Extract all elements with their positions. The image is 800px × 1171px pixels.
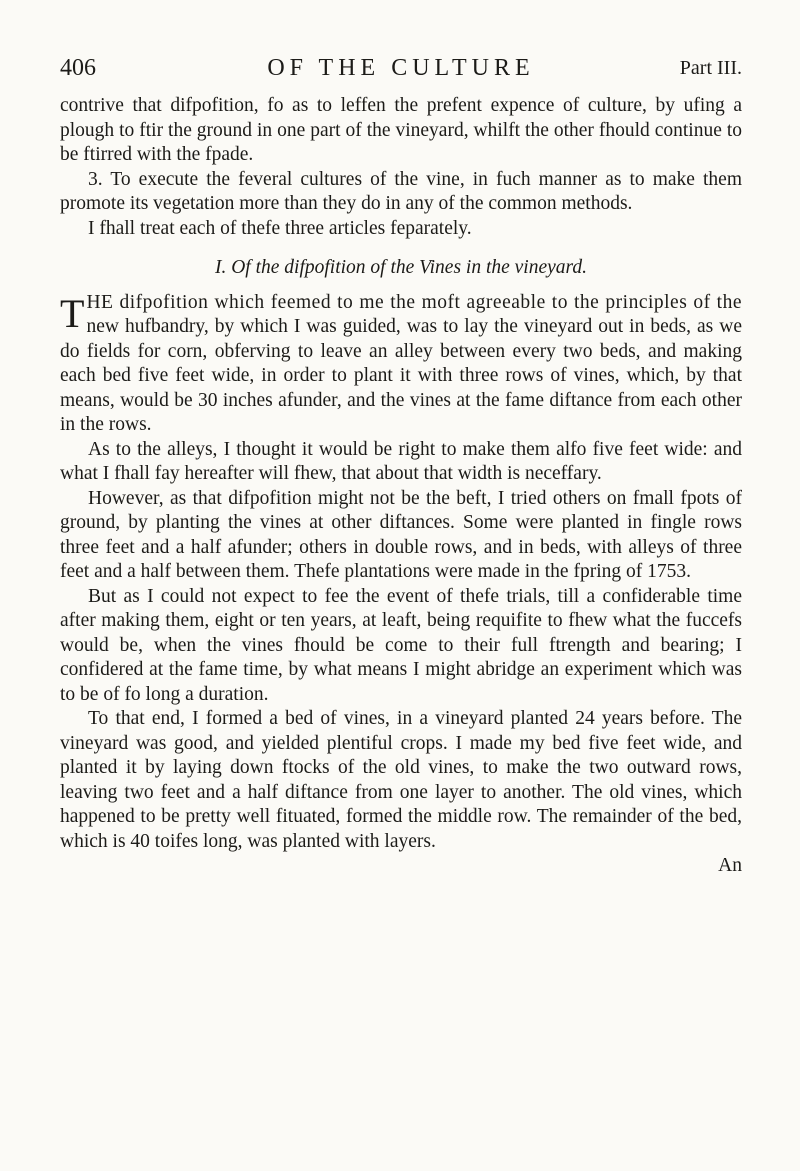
catchword: An	[718, 855, 742, 876]
running-title: OF THE CULTURE	[267, 55, 535, 81]
paragraph: However, as that difpofition might not be the beft, I tried others on fmall fpots of ground, by planting the vines at other diftances. Some were planted in fingle rows three feet and a half afunder; others in double rows, and in beds, with alleys of three feet and a half between them. Thefe plantations were made in the fpring of 1753.	[60, 487, 742, 582]
paragraph: I fhall treat each of thefe three articles feparately.	[88, 217, 472, 239]
paragraph: As to the alleys, I thought it would be right to make them alfo five feet wide: and what I fhall fay hereafter will fhew, that about that width is neceffary.	[60, 438, 742, 484]
paragraph: 3. To execute the feveral cultures of the vine, in fuch manner as to make them promote its vegetation more than they do in any of the common methods.	[60, 168, 742, 214]
paragraph: To that end, I formed a bed of vines, in a vineyard planted 24 years before. The vineyard was good, and yielded plentiful crops. I made my bed five feet wide, and planted it by laying down ftocks of the old vines, to make the two outward rows, leaving two feet and a half diftance from one layer to another. The old vines, which happened to be pretty well fituated, formed the middle row. The remainder of the bed, which is 40 toifes long, was planted with layers.	[60, 708, 742, 852]
running-header	[60, 55, 742, 89]
drop-cap: T	[60, 290, 85, 336]
paragraph: contrive that difpofition, fo as to leffen the prefent expence of culture, by ufing a plough to ftir the ground in one part of the vineyard, whilft the other fhould continue to be ftirred with the fpade.	[60, 95, 742, 165]
part-label: Part III.	[679, 57, 742, 79]
paragraph: But as I could not expect to fee the event of thefe trials, till a confiderable time after making them, eight or ten years, at leaft, being requifite to fhew what the fuccefs would be, when the vines fhould be come to their full ftrength and bearing; I confidered at the fame time, by what means I might abridge an experiment which was to be of fo long a duration.	[60, 585, 742, 705]
paragraph	[60, 291, 742, 438]
section-heading: I. Of the difpofition of the Vines in the vineyard.	[214, 257, 588, 278]
page-body	[60, 94, 742, 879]
page-number: 406	[60, 55, 96, 81]
paragraph-text: HE difpofition which feemed to me the moft agreeable to the principles of the new hufbandry, by which I was guided, was to lay the vineyard out in beds, as we do fields for corn, obferving to leave an alley between every two beds, and making each bed five feet wide, in order to plant it with three rows of vines, which, by that means, would be 30 inches afunder, and the vines at the fame diftance from each other in the rows.	[60, 291, 742, 435]
